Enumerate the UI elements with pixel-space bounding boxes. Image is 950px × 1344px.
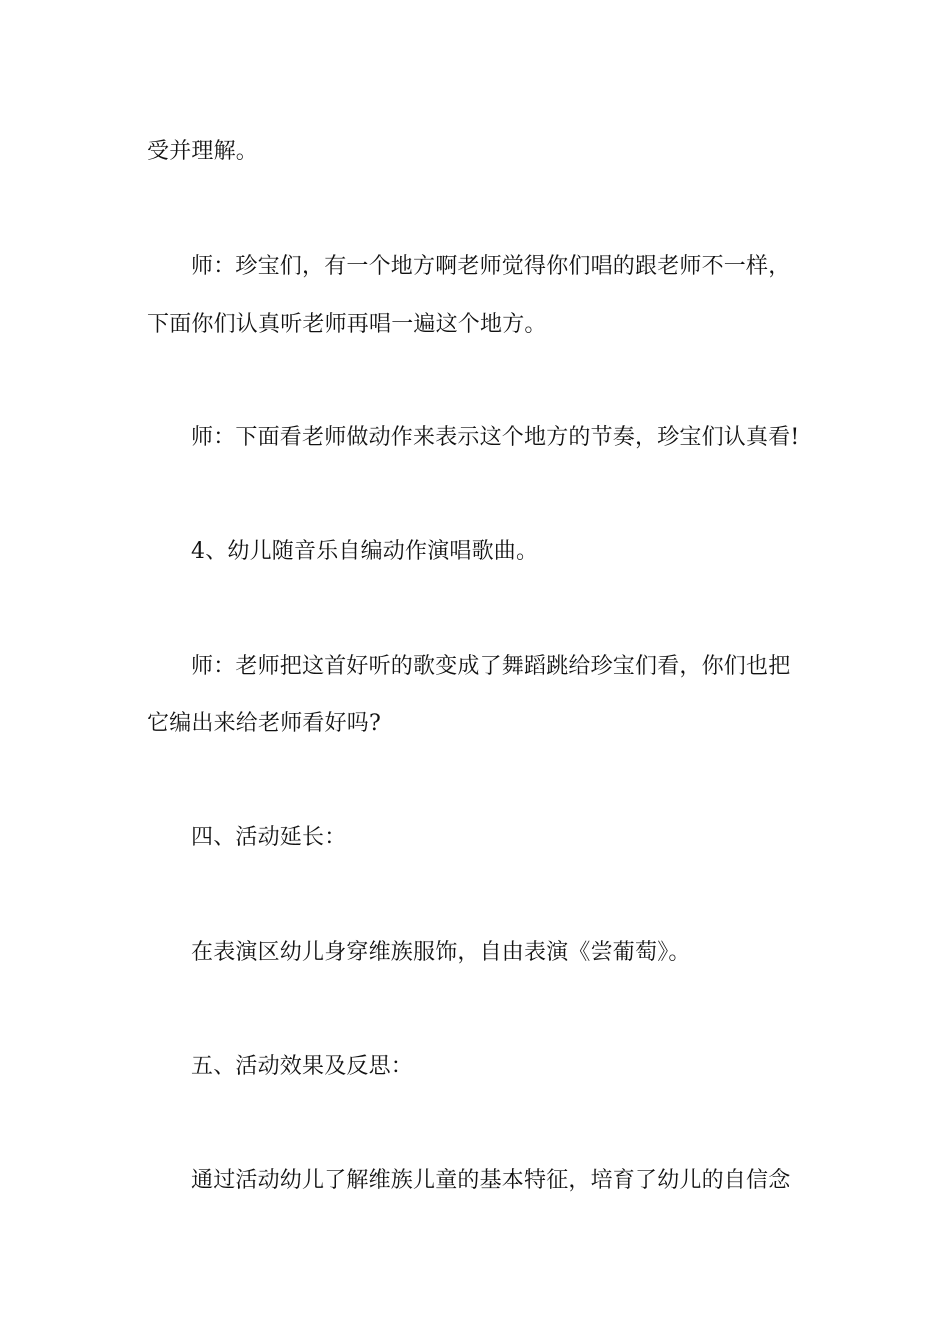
paragraph-line: 4、幼儿随音乐自编动作演唱歌曲。: [191, 539, 539, 564]
paragraph-line: 在表演区幼儿身穿维族服饰，自由表演《尝葡萄》。: [191, 940, 691, 965]
paragraph-line: 受并理解。: [147, 139, 259, 164]
paragraph-line: 师：老师把这首好听的歌变成了舞蹈跳给珍宝们看，你们也把: [191, 654, 791, 679]
paragraph-line: 师：下面看老师做动作来表示这个地方的节奏，珍宝们认真看!: [191, 425, 800, 450]
section-heading: 五、活动效果及反思：: [191, 1054, 414, 1079]
paragraph-line: 通过活动幼儿了解维族儿童的基本特征，培育了幼儿的自信念: [191, 1168, 791, 1193]
paragraph-line: 师：珍宝们，有一个地方啊老师觉得你们唱的跟老师不一样，: [191, 254, 791, 279]
section-heading: 四、活动延长：: [191, 825, 347, 850]
paragraph-line: 下面你们认真听老师再唱一遍这个地方。: [147, 312, 547, 337]
paragraph-line: 它编出来给老师看好吗?: [147, 711, 381, 736]
